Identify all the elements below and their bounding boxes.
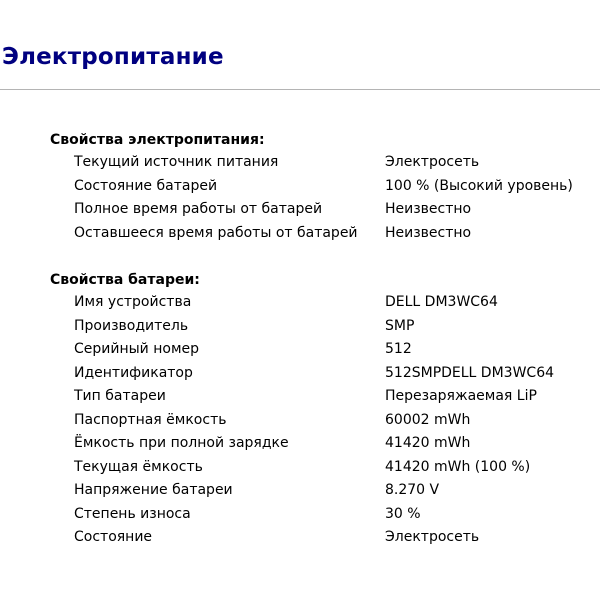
- property-value: 41420 mWh (100 %): [385, 458, 531, 475]
- property-label: Степень износа: [74, 505, 191, 522]
- property-row-full-battery-lifetime: [0, 198, 600, 222]
- property-value: 8.270 V: [385, 482, 440, 498]
- page-title: Электропитание: [2, 44, 224, 70]
- property-label: Паспортная ёмкость: [74, 411, 227, 428]
- property-row-wear-level: [0, 503, 600, 527]
- power-properties-header: Свойства электропитания:: [50, 132, 265, 148]
- property-value: DELL DM3WC64: [385, 294, 498, 310]
- property-value: 60002 mWh: [385, 411, 471, 428]
- property-row-state: [0, 526, 600, 550]
- property-value: Неизвестно: [385, 201, 472, 217]
- property-row-current-power-source: [0, 151, 600, 175]
- property-label: Идентификатор: [74, 364, 193, 381]
- property-label: Напряжение батареи: [74, 482, 233, 498]
- property-label: Полное время работы от батарей: [74, 201, 323, 217]
- property-value: SMP: [385, 317, 415, 334]
- property-row-device-name: [0, 291, 600, 315]
- title-divider: [0, 89, 600, 90]
- property-value: 512: [385, 341, 412, 357]
- property-label: Состояние: [74, 529, 153, 545]
- property-row-battery-voltage: [0, 479, 600, 503]
- property-row-manufacturer: [0, 315, 600, 339]
- property-label: Имя устройства: [74, 294, 192, 310]
- property-value: Электросеть: [385, 154, 480, 170]
- property-label: Текущая ёмкость: [74, 458, 203, 475]
- property-label: Тип батареи: [74, 388, 166, 404]
- property-row-remaining-battery-lifetime: [0, 222, 600, 246]
- property-row-serial-number: [0, 338, 600, 362]
- property-row-designed-capacity: [0, 409, 600, 433]
- battery-properties-list: [0, 291, 600, 550]
- battery-properties-header: Свойства батареи:: [50, 272, 200, 288]
- property-value: Неизвестно: [385, 224, 472, 241]
- power-properties-list: [0, 151, 600, 245]
- property-value: Перезаряжаемая LiP: [385, 388, 537, 404]
- property-label: Производитель: [74, 317, 189, 334]
- property-row-identifier: [0, 362, 600, 386]
- property-value: 41420 mWh: [385, 435, 471, 451]
- property-value: 512SMPDELL DM3WC64: [385, 364, 555, 381]
- property-row-current-capacity: [0, 456, 600, 480]
- property-value: Электросеть: [385, 529, 480, 545]
- property-row-battery-type: [0, 385, 600, 409]
- property-value: 100 % (Высокий уровень): [385, 177, 573, 194]
- property-value: 30 %: [385, 505, 421, 522]
- property-label: Состояние батарей: [74, 177, 218, 194]
- property-label: Ёмкость при полной зарядке: [74, 435, 289, 451]
- property-row-battery-status: [0, 175, 600, 199]
- property-row-full-charge-capacity: [0, 432, 600, 456]
- property-label: Серийный номер: [74, 341, 200, 357]
- property-label: Текущий источник питания: [74, 154, 279, 170]
- property-label: Оставшееся время работы от батарей: [74, 224, 358, 241]
